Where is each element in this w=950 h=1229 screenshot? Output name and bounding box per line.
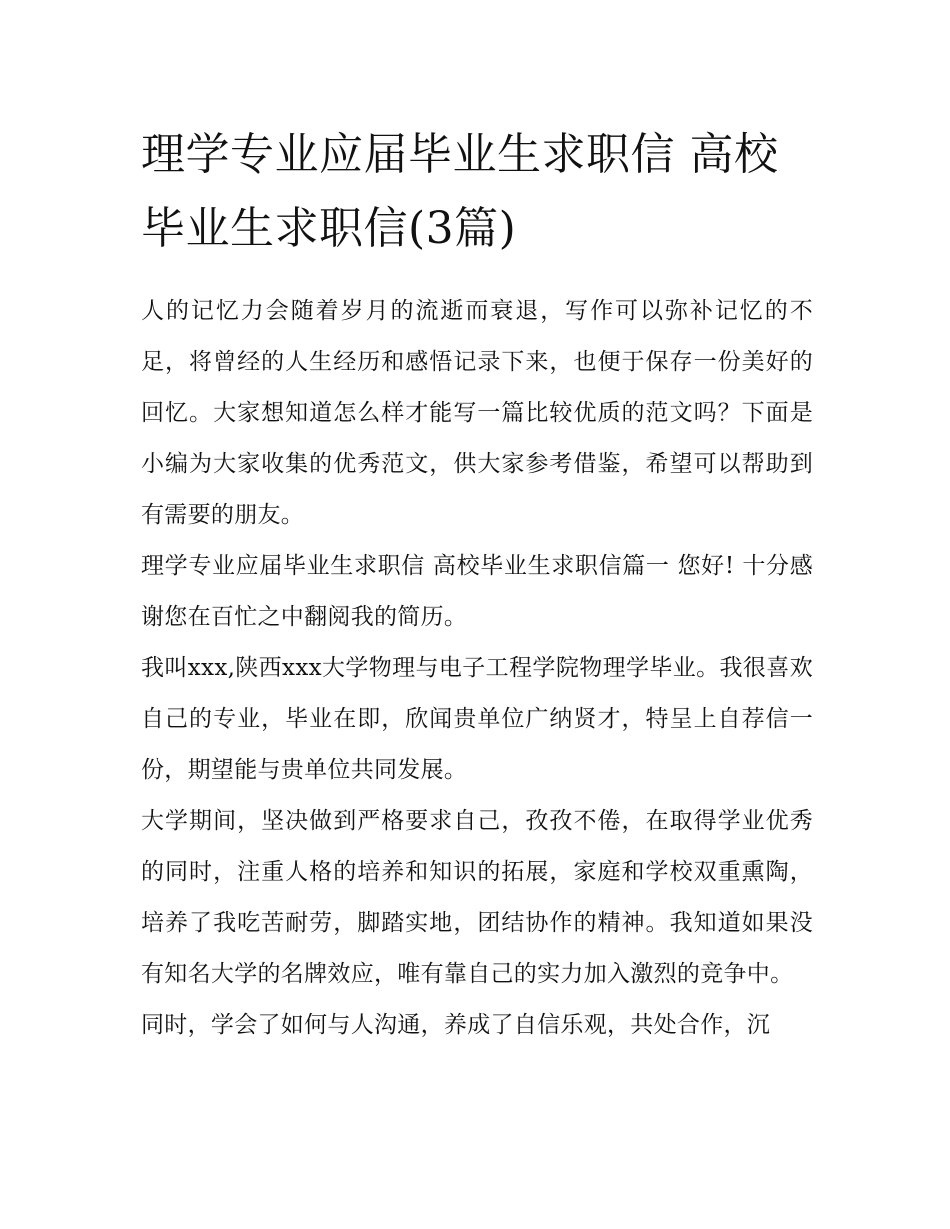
intro-paragraph: 人的记忆力会随着岁月的流逝而衰退，写作可以弥补记忆的不足，将曾经的人生经历和感悟记录下来，也便于保存一份美好的回忆。大家想知道怎么样才能写一篇比较优质的范文吗？下面是小编为大家收集的优秀范文，供大家参考借鉴，希望可以帮助到有需要的朋友。 xyxy=(141,298,813,528)
communication-paragraph: 同时，学会了如何与人沟通，养成了自信乐观，共处合作，沉 xyxy=(141,1012,771,1038)
document-title: 理学专业应届毕业生求职信 高校毕业生求职信(3篇) xyxy=(141,129,779,254)
letter-opening-paragraph: 理学专业应届毕业生求职信 高校毕业生求职信篇一 您好! 十分感谢您在百忙之中翻阅我的简历。 xyxy=(141,553,813,630)
self-introduction-paragraph: 我叫xxx,陕西xxx大学物理与电子工程学院物理学毕业。我很喜欢自己的专业，毕业在即，欣闻贵单位广纳贤才，特呈上自荐信一份，期望能与贵单位共同发展。 xyxy=(141,655,813,783)
document-page xyxy=(141,118,813,1051)
university-period-paragraph: 大学期间，坚决做到严格要求自己，孜孜不倦，在取得学业优秀的同时，注重人格的培养和知识的拓展，家庭和学校双重熏陶，培养了我吃苦耐劳，脚踏实地，团结协作的精神。我知道如果没有知名大学的名牌效应，唯有靠自己的实力加入激烈的竞争中。 xyxy=(141,808,813,987)
